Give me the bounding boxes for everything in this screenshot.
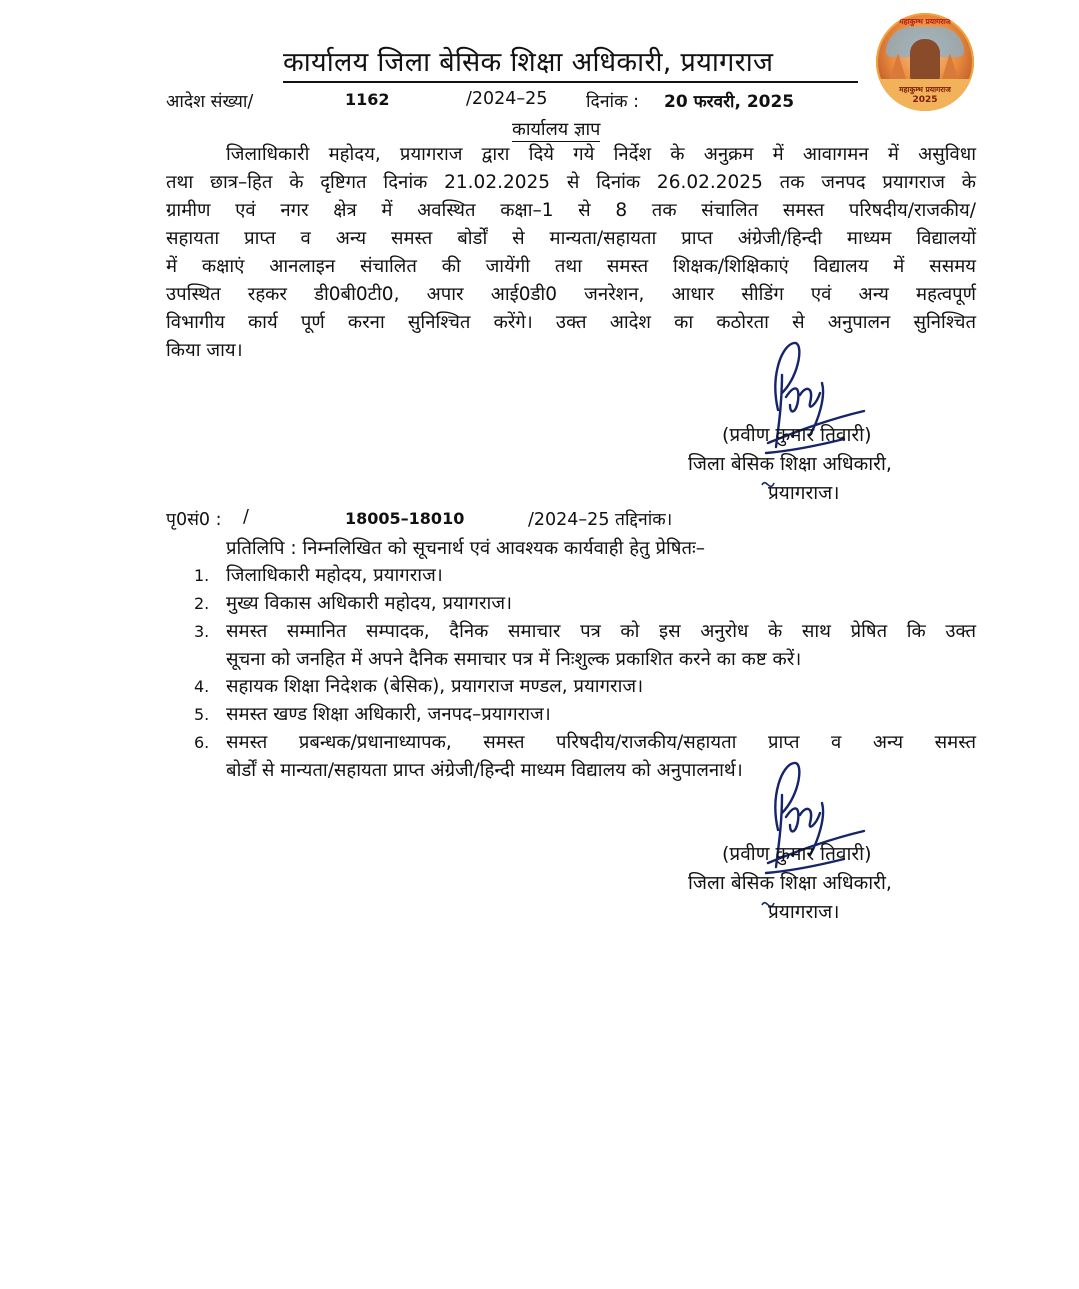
signatory-designation: जिला बेसिक शिक्षा अधिकारी, [688,453,892,475]
logo-text-top: महाकुम्भ प्रयागराज [899,17,951,26]
body-line: तथा छात्र–हित के दृष्टिगत दिनांक 21.02.2025 से दिनांक 26.02.2025 तक जनपद प्रयागराज के [166,172,976,193]
subject-heading: कार्यालय ज्ञाप [512,119,601,140]
order-number: 1162 [345,90,390,109]
list-item-number: 4. [194,677,210,696]
signatory-designation: जिला बेसिक शिक्षा अधिकारी, [688,872,892,894]
body-line: विभागीय कार्य पूर्ण करना सुनिश्चित करेंगे। उक्त आदेश का कठोरता से अनुपालन सुनिश्चित [166,312,976,333]
endorsement-session-date: /2024–25 तद्दिनांक। [528,510,673,530]
body-line: में कक्षाएं आनलाइन संचालित की जायेंगी तथा समस्त शिक्षक/शिक्षिकाएं विद्यालय में ससमय [166,256,976,277]
list-item: समस्त प्रबन्धक/प्रधानाध्यापक, समस्त परिषदीय/राजकीय/सहायता प्राप्त व अन्य समस्त [226,732,976,753]
logo-figure [910,39,940,81]
logo-text-bottom: महाकुम्भ प्रयागराज [899,85,951,94]
office-title: कार्यालय जिला बेसिक शिक्षा अधिकारी, प्रयागराज [283,42,858,83]
copy-intro: प्रतिलिपि : निम्नलिखित को सूचनार्थ एवं आवश्यक कार्यवाही हेतु प्रेषितः– [226,538,705,559]
list-item-continuation: बोर्डों से मान्यता/सहायता प्राप्त अंग्रेजी/हिन्दी माध्यम विद्यालय को अनुपालनार्थ। [226,760,743,781]
mahakumbh-logo [876,13,974,111]
signature-scribble [760,755,870,920]
list-item-number: 5. [194,705,210,724]
list-item-number: 3. [194,622,210,641]
endorsement-slash: / [243,507,249,527]
order-session: /2024–25 [466,89,548,109]
list-item-number: 6. [194,733,210,752]
endorsement-label: पृ0सं0 : [166,510,222,530]
body-line: किया जाय। [166,340,243,361]
body-line: जिलाधिकारी महोदय, प्रयागराज द्वारा दिये गये निर्देश के अनुक्रम में आवागमन में असुविधा [226,144,976,165]
list-item: जिलाधिकारी महोदय, प्रयागराज। [226,565,443,586]
order-number-label: आदेश संख्या/ [166,92,254,112]
order-date: 20 फरवरी, 2025 [664,92,795,112]
signatory-name: (प्रवीण कुमार तिवारी) [722,424,872,446]
body-line: सहायता प्राप्त व अन्य समस्त बोर्डों से मान्यता/सहायता प्राप्त अंग्रेजी/हिन्दी माध्यम विद्यालयों [166,228,976,249]
list-item: समस्त खण्ड शिक्षा अधिकारी, जनपद–प्रयागराज। [226,704,551,725]
list-item: सहायक शिक्षा निदेशक (बेसिक), प्रयागराज मण्डल, प्रयागराज। [226,676,644,697]
endorsement-number: 18005–18010 [345,509,465,528]
signatory-name: (प्रवीण कुमार तिवारी) [722,843,872,865]
signatory-place: प्रयागराज। [768,901,840,923]
body-line: उपस्थित रहकर डी0बी0टी0, अपार आई0डी0 जनरेशन, आधार सीडिंग एवं अन्य महत्वपूर्ण [166,284,976,305]
list-item-number: 1. [194,566,210,585]
body-line: ग्रामीण एवं नगर क्षेत्र में अवस्थित कक्षा–1 से 8 तक संचालित समस्त परिषदीय/राजकीय/ [166,200,976,221]
list-item-number: 2. [194,594,210,613]
order-date-label: दिनांक : [586,92,639,112]
list-item-continuation: सूचना को जनहित में अपने दैनिक समाचार पत्र में निःशुल्क प्रकाशित करने का कष्ट करें। [226,649,802,670]
signatory-place: प्रयागराज। [768,482,840,504]
list-item: मुख्य विकास अधिकारी महोदय, प्रयागराज। [226,593,513,614]
logo-year: 2025 [912,95,938,105]
list-item: समस्त सम्मानित सम्पादक, दैनिक समाचार पत्र को इस अनुरोध के साथ प्रेषित कि उक्त [226,621,976,642]
